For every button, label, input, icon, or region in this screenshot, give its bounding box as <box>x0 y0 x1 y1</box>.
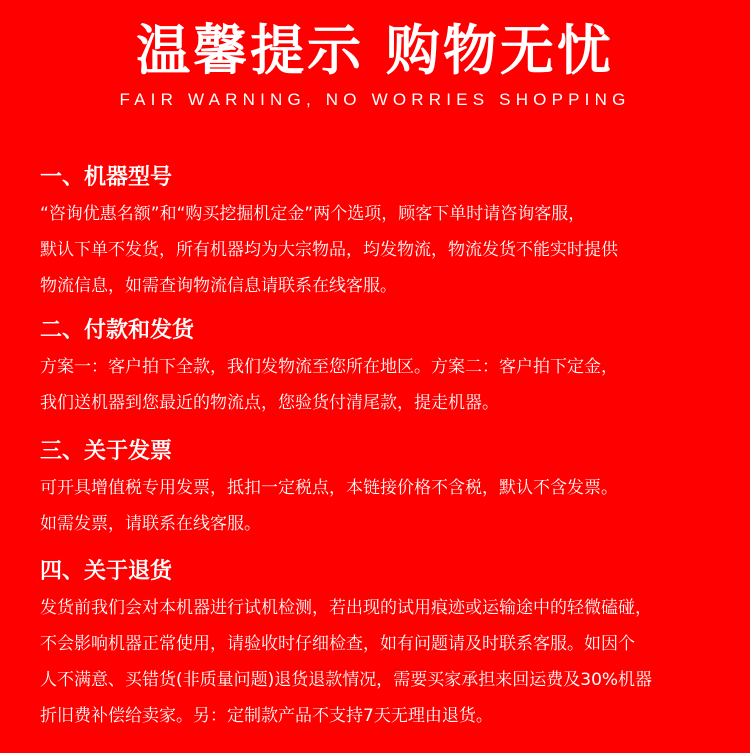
section-text-line: 可开具增值税专用发票，抵扣一定税点，本链接价格不含税，默认不含发票。 <box>40 478 618 498</box>
section-heading: 三、关于发票 <box>40 439 173 464</box>
section-text-line: 折旧费补偿给卖家。另：定制款产品不支持7天无理由退货。 <box>40 706 493 726</box>
section-text-line: 方案一：客户拍下全款，我们发物流至您所在地区。方案二：客户拍下定金， <box>40 357 618 377</box>
section-payment-shipping <box>40 316 730 421</box>
section-invoice <box>40 437 730 542</box>
page-title: 温馨提示 购物无忧 <box>136 19 614 82</box>
section-text-line: “咨询优惠名额”和“购买挖掘机定金”两个选项，顾客下单时请咨询客服， <box>40 204 586 224</box>
section-text-line: 如需发票，请联系在线客服。 <box>40 514 261 534</box>
section-machine-model <box>40 163 730 304</box>
section-text-line: 发货前我们会对本机器进行试机检测，若出现的试用痕迹或运输途中的轻微磕碰， <box>40 598 652 618</box>
section-heading: 二、付款和发货 <box>40 318 195 343</box>
section-text-line: 默认下单不发货，所有机器均为大宗物品，均发物流，物流发货不能实时提供 <box>40 240 618 260</box>
section-text-line: 人不满意、买错货(非质量问题)退货退款情况，需要买家承担来回运费及30%机器 <box>40 670 653 690</box>
section-heading: 一、机器型号 <box>40 165 173 190</box>
section-heading: 四、关于退货 <box>40 559 173 584</box>
page-subtitle: FAIR WARNING, NO WORRIES SHOPPING <box>119 90 631 109</box>
section-text-line: 我们送机器到您最近的物流点，您验货付清尾款，提走机器。 <box>40 393 499 413</box>
section-returns <box>40 557 730 734</box>
section-text-line: 物流信息，如需查询物流信息请联系在线客服。 <box>40 276 397 296</box>
section-text-line: 不会影响机器正常使用，请验收时仔细检查，如有问题请及时联系客服。如因个 <box>40 634 635 654</box>
